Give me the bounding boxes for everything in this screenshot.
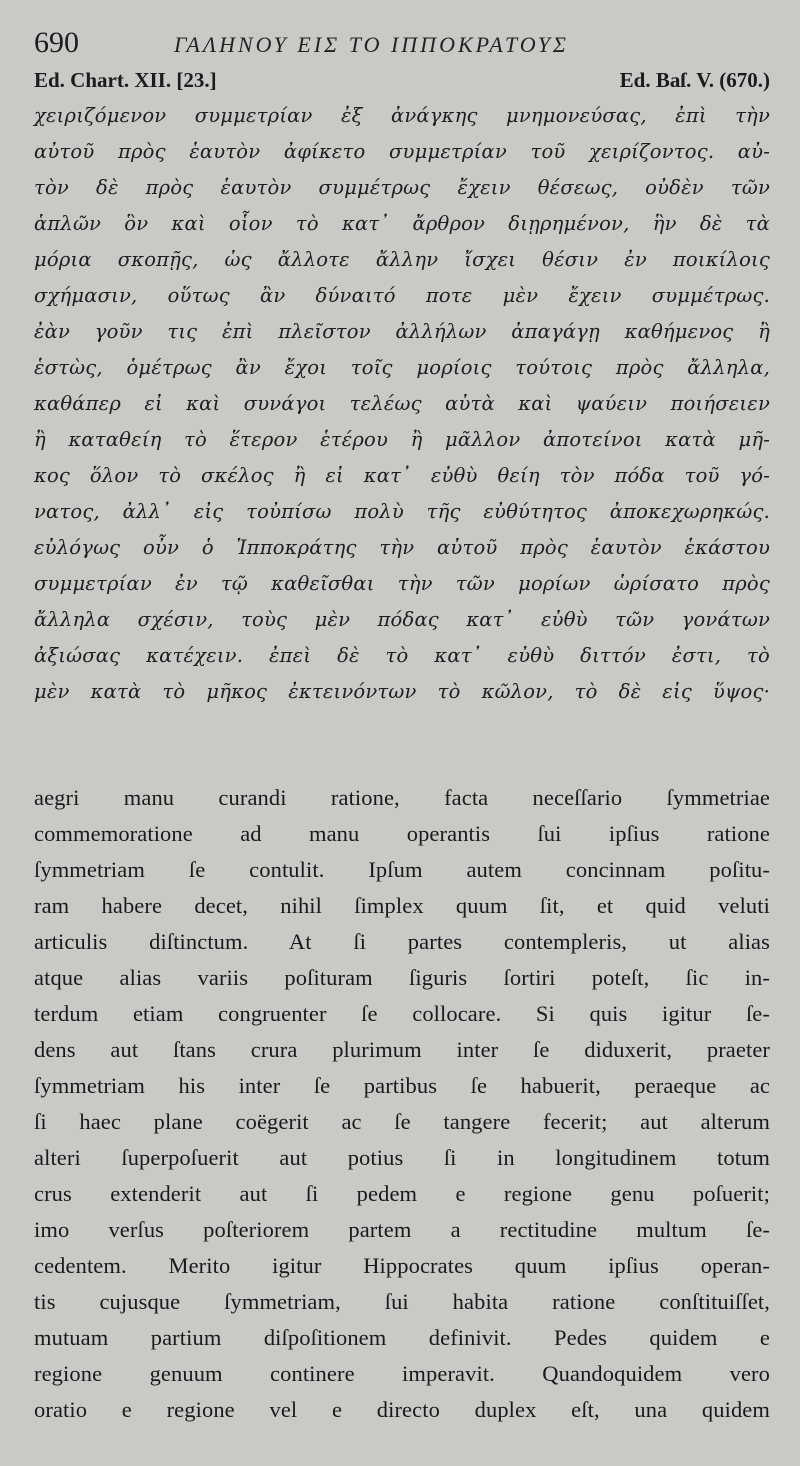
greek-text-line: νατος, ἀλλ᾽ εἰς τοὐπίσω πολὺ τῆς εὐθύτητος ἀποκεχωρηκώς. (34, 500, 770, 523)
greek-text-line: σχήμασιν, οὕτως ἂν δύναιτό ποτε μὲν ἔχειν συμμέτρως. (34, 284, 770, 307)
latin-text-line: articulis diſtinctum. At ſi partes contempleris, ut alias (34, 929, 770, 954)
latin-text-line: mutuam partium diſpoſitionem definivit. Pedes quidem e (34, 1325, 770, 1350)
greek-text-line: εὐλόγως οὖν ὁ Ἱπποκράτης τὴν αὐτοῦ πρὸς ἑαυτὸν ἑκάστου (34, 536, 770, 559)
greek-text-line: ἀξιώσας κατέχειν. ἐπεὶ δὲ τὸ κατ᾽ εὐθὺ διττόν ἐστι, τὸ (34, 644, 770, 667)
latin-text-line: terdum etiam congruenter ſe collocare. Si quis igitur ſe- (34, 1001, 770, 1026)
latin-text-line: atque alias variis poſituram ſiguris ſortiri poteſt, ſic in- (34, 965, 770, 990)
latin-text-line: crus extenderit aut ſi pedem e regione genu poſuerit; (34, 1181, 770, 1206)
greek-text-line: τὸν δὲ πρὸς ἑαυτὸν συμμέτρως ἔχειν θέσεως, οὐδὲν τῶν (34, 176, 770, 199)
latin-text-line: ram habere decet, nihil ſimplex quum ſit, et quid veluti (34, 893, 770, 918)
latin-text-line: ſymmetriam ſe contulit. Ipſum autem concinnam poſitu- (34, 857, 770, 882)
latin-text-line: commemoratione ad manu operantis ſui ipſius ratione (34, 821, 770, 846)
greek-text-line: μὲν κατὰ τὸ μῆκος ἐκτεινόντων τὸ κῶλον, τὸ δὲ εἰς ὕψος· (34, 680, 770, 703)
latin-text-line: alteri ſuperpoſuerit aut potius ſi in longitudinem totum (34, 1145, 770, 1170)
latin-text-line: dens aut ſtans crura plurimum inter ſe diduxerit, praeter (34, 1037, 770, 1062)
page-number: 690 (34, 26, 79, 59)
latin-text-line: aegri manu curandi ratione, facta neceſſario ſymmetriae (34, 785, 770, 810)
greek-text-block (34, 98, 770, 710)
latin-text-block (34, 780, 770, 1428)
edition-chartier: Ed. Chart. XII. [23.] (34, 68, 217, 92)
greek-text-line: ἑστὼς, ὁμέτρως ἂν ἔχοι τοῖς μορίοις τούτοις πρὸς ἄλληλα, (34, 356, 770, 379)
greek-text-line: αὐτοῦ πρὸς ἑαυτὸν ἀφίκετο συμμετρίαν τοῦ χειρίζοντος. αὐ- (34, 140, 770, 163)
greek-text-line: μόρια σκοπῇς, ὡς ἄλλοτε ἄλλην ἴσχει θέσιν ἐν ποικίλοις (34, 248, 770, 271)
greek-text-line: ἐὰν γοῦν τις ἐπὶ πλεῖστον ἀλλήλων ἀπαγάγῃ καθήμενος ἢ (34, 320, 770, 343)
page-header (34, 24, 774, 64)
latin-text-line: ſymmetriam his inter ſe partibus ſe habuerit, peraeque ac (34, 1073, 770, 1098)
latin-text-line: oratio e regione vel e directo duplex eſt, una quidem (34, 1397, 770, 1422)
greek-text-line: ἁπλῶν ὃν καὶ οἷον τὸ κατ᾽ ἄρθρον διῃρημένον, ἣν δὲ τὰ (34, 212, 770, 235)
greek-text-line: κος ὅλον τὸ σκέλος ἢ εἰ κατ᾽ εὐθὺ θείη τὸν πόδα τοῦ γό- (34, 464, 770, 487)
latin-text-line: ſi haec plane coëgerit ac ſe tangere fecerit; aut alterum (34, 1109, 770, 1134)
greek-text-line: ἢ καταθείη τὸ ἕτερον ἑτέρου ἢ μᾶλλον ἀποτείνοι κατὰ μῆ- (34, 428, 770, 451)
greek-text-line: συμμετρίαν ἐν τῷ καθεῖσθαι τὴν τῶν μορίων ὡρίσατο πρὸς (34, 572, 770, 595)
greek-text-line: καθάπερ εἰ καὶ συνάγοι τελέως αὐτὰ καὶ ψαύειν ποιήσειεν (34, 392, 770, 415)
edition-basel: Ed. Baſ. V. (670.) (619, 68, 770, 92)
running-title: ΓΑΛΗΝΟΥ ΕΙΣ ΤΟ ΙΠΠΟΚΡΑΤΟΥΣ (174, 32, 570, 57)
edition-reference (34, 68, 770, 98)
greek-text-line: χειριζόμενον συμμετρίαν ἐξ ἀνάγκης μνημονεύσας, ἐπὶ τὴν (34, 104, 770, 127)
latin-text-line: cedentem. Merito igitur Hippocrates quum ipſius operan- (34, 1253, 770, 1278)
latin-text-line: regione genuum continere imperavit. Quandoquidem vero (34, 1361, 770, 1386)
latin-text-line: imo verſus poſteriorem partem a rectitudine multum ſe- (34, 1217, 770, 1242)
latin-text-line: tis cujusque ſymmetriam, ſui habita ratione conſtituiſſet, (34, 1289, 770, 1314)
greek-text-line: ἄλληλα σχέσιν, τοὺς μὲν πόδας κατ᾽ εὐθὺ τῶν γονάτων (34, 608, 770, 631)
